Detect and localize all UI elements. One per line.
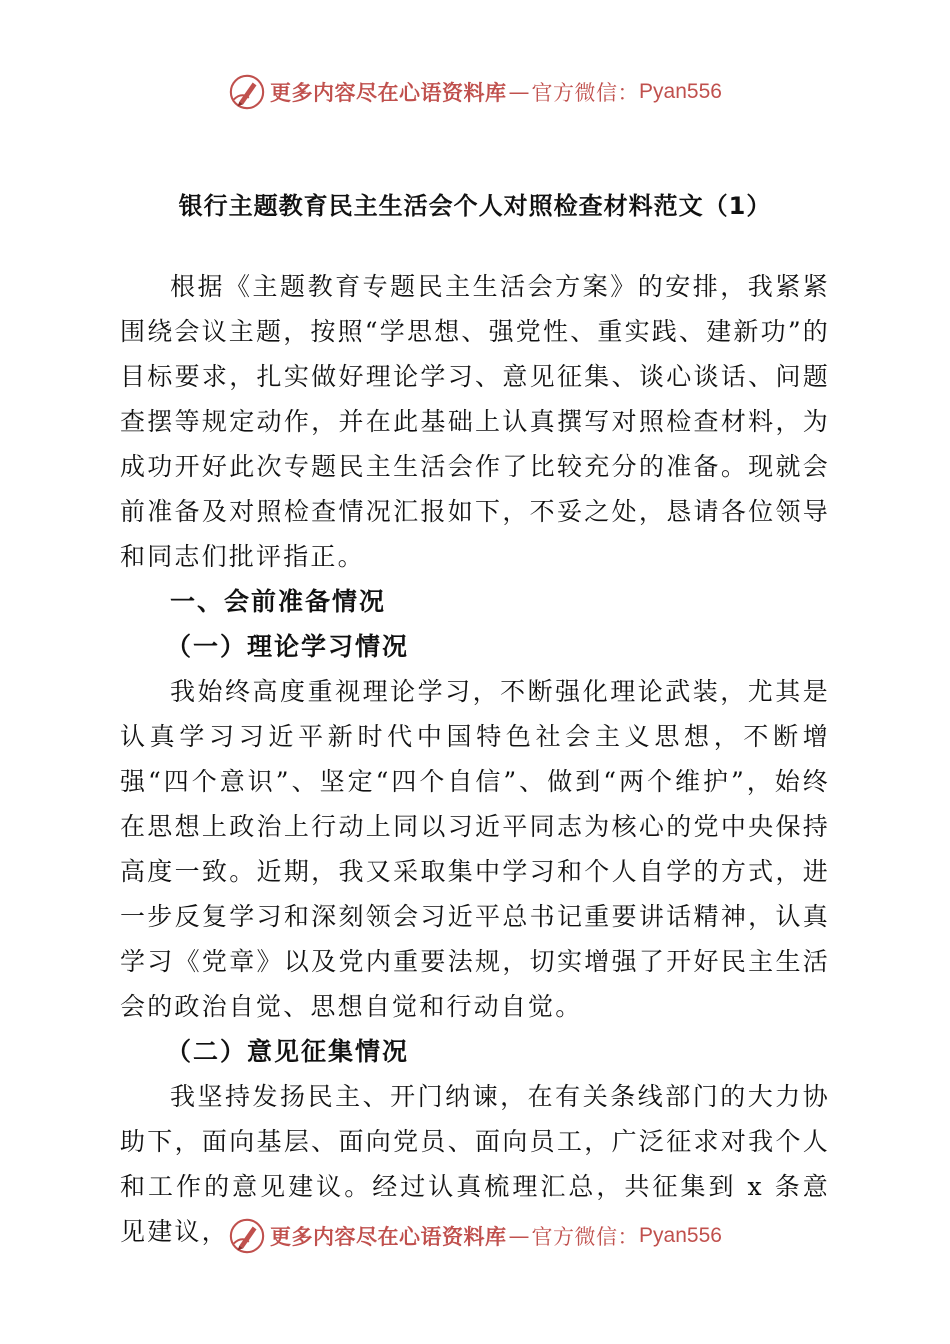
pen-logo-icon bbox=[228, 73, 266, 111]
banner-wechat-label: 官方微信： bbox=[531, 81, 640, 105]
pen-logo-icon bbox=[228, 1217, 266, 1255]
banner-text: 更多内容尽在心语资料库 bbox=[270, 81, 507, 105]
banner-wechat-id: Pyan556 bbox=[639, 80, 722, 103]
intro-paragraph: 根据《主题教育专题民主生活会方案》的安排，我紧紧围绕会议主题，按照“学思想、强党性、重实践、建新功”的目标要求，扎实做好理论学习、意见征集、谈心谈话、问题查摆等规定动作，并在此基础上认真撰写对照检查材料，为成功开好此次专题民主生活会作了比较充分的准备。现就会前准备及对照检查情况汇报如下，不妥之处，恳请各位领导和同志们批评指正。 bbox=[120, 272, 830, 571]
body-paragraph: 我坚持发扬民主、开门纳谏，在有关条线部门的大力协助下，面向基层、面向党员、面向员工，广泛征求对我个人和工作的意见建议。经过认真梳理汇总，共征集到 x 条意见建议， bbox=[120, 1082, 830, 1246]
document-body bbox=[120, 264, 830, 1254]
banner-separator: — bbox=[508, 80, 530, 104]
banner-text: 更多内容尽在心语资料库 bbox=[270, 1225, 507, 1249]
subsection-heading: （二）意见征集情况 bbox=[166, 1037, 410, 1066]
document-title: 银行主题教育民主生活会个人对照检查材料范文（1） bbox=[178, 192, 772, 220]
banner-wechat-label: 官方微信： bbox=[531, 1225, 640, 1249]
banner-wechat-id: Pyan556 bbox=[639, 1224, 722, 1247]
footer-watermark-banner bbox=[0, 1216, 950, 1256]
body-paragraph: 我始终高度重视理论学习，不断强化理论武装，尤其是认真学习习近平新时代中国特色社会主义思想，不断增强“四个意识”、坚定“四个自信”、做到“两个维护”，始终在思想上政治上行动上同以习近平同志为核心的党中央保持高度一致。近期，我又采取集中学习和个人自学的方式，进一步反复学习和深刻领会习近平总书记重要讲话精神，认真学习《党章》以及党内重要法规，切实增强了开好民主生活会的政治自觉、思想自觉和行动自觉。 bbox=[120, 677, 830, 1021]
subsection-heading: （一）理论学习情况 bbox=[166, 632, 410, 661]
banner-separator: — bbox=[508, 1224, 530, 1248]
section-heading: 一、会前准备情况 bbox=[170, 587, 387, 616]
header-watermark-banner bbox=[0, 72, 950, 112]
